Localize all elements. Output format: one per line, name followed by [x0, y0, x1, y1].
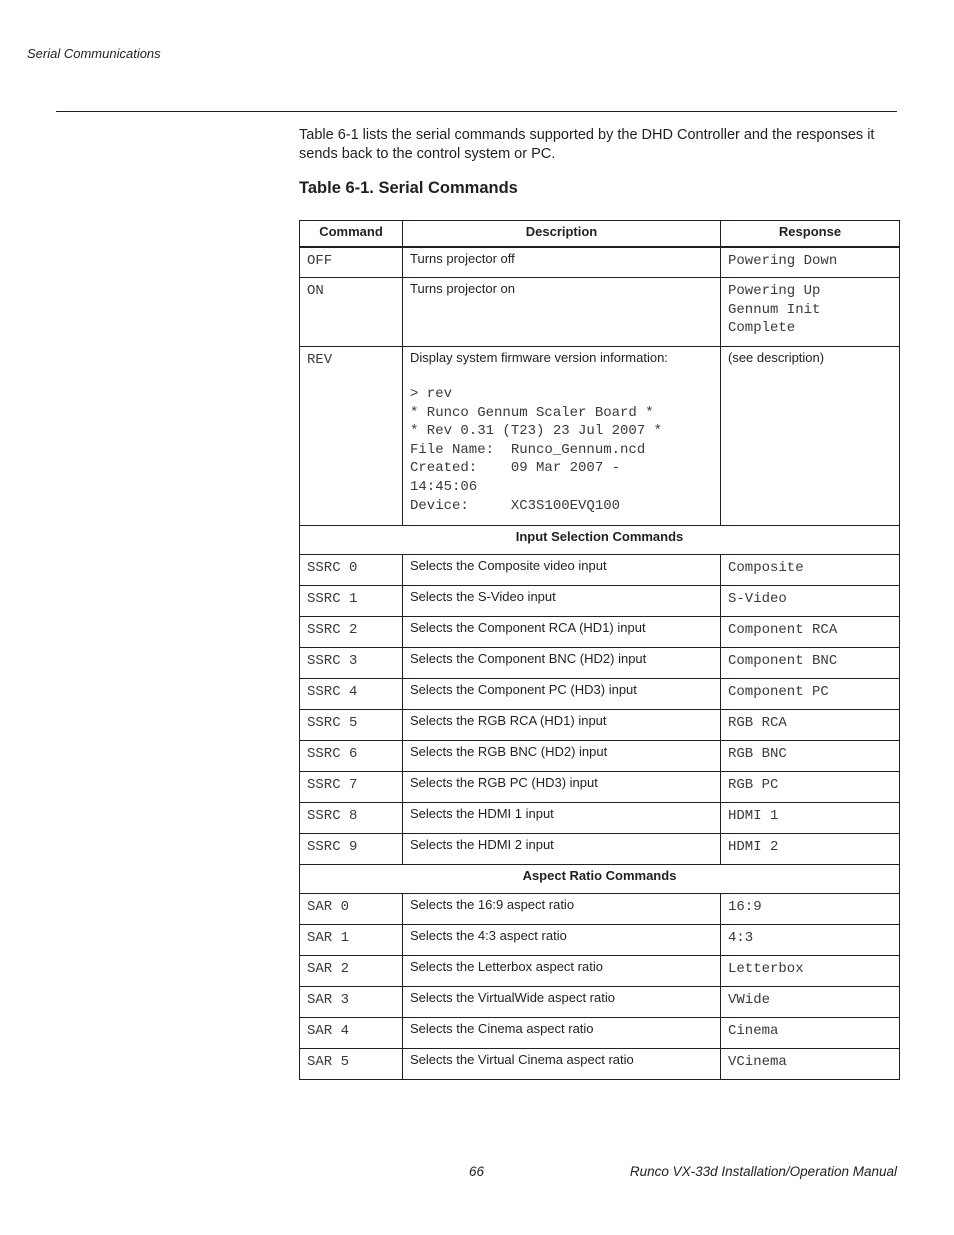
table-row [300, 278, 900, 347]
description-cell: Selects the Letterbox aspect ratio [403, 956, 721, 987]
command-cell: SSRC 7 [300, 772, 403, 803]
response-cell: 4:3 [721, 925, 900, 956]
header-rule [56, 111, 897, 112]
response-cell: Cinema [721, 1018, 900, 1049]
description-cell: Selects the Virtual Cinema aspect ratio [403, 1049, 721, 1080]
serial-commands-table [299, 220, 900, 1080]
command-cell: SAR 3 [300, 987, 403, 1018]
command-cell: SSRC 6 [300, 741, 403, 772]
command-cell: SSRC 2 [300, 617, 403, 648]
command-cell: ON [300, 278, 403, 347]
table-row [300, 679, 900, 710]
response-cell: Component PC [721, 679, 900, 710]
response-cell: Component RCA [721, 617, 900, 648]
aspect-ratio-rows [300, 894, 900, 1080]
manual-title: Runco VX-33d Installation/Operation Manual [629, 1164, 897, 1179]
response-cell: RGB PC [721, 772, 900, 803]
command-cell: SSRC 9 [300, 834, 403, 865]
table-row [300, 925, 900, 956]
response-cell: VWide [721, 987, 900, 1018]
description-cell: Selects the RGB PC (HD3) input [403, 772, 721, 803]
description-cell: Selects the Component PC (HD3) input [403, 679, 721, 710]
command-cell: SSRC 0 [300, 555, 403, 586]
command-cell: SAR 5 [300, 1049, 403, 1080]
column-header-command: Command [300, 221, 403, 247]
table-row [300, 894, 900, 925]
description-cell: Turns projector on [403, 278, 721, 347]
response-cell: HDMI 1 [721, 803, 900, 834]
description-cell: Selects the Composite video input [403, 555, 721, 586]
command-cell: SAR 2 [300, 956, 403, 987]
description-cell: Selects the HDMI 1 input [403, 803, 721, 834]
description-cell: Selects the HDMI 2 input [403, 834, 721, 865]
section-row-input [300, 526, 900, 555]
section-heading: Input Selection Commands [300, 526, 900, 555]
command-cell: SAR 1 [300, 925, 403, 956]
command-cell: SSRC 8 [300, 803, 403, 834]
response-cell: RGB BNC [721, 741, 900, 772]
command-cell: SSRC 3 [300, 648, 403, 679]
command-cell: REV [300, 347, 403, 526]
response-cell: Powering Down [721, 247, 900, 278]
description-cell: Selects the 16:9 aspect ratio [403, 894, 721, 925]
table-row [300, 710, 900, 741]
command-cell: SSRC 5 [300, 710, 403, 741]
command-cell: OFF [300, 247, 403, 278]
table-row [300, 555, 900, 586]
description-cell [403, 347, 721, 526]
response-cell: HDMI 2 [721, 834, 900, 865]
description-cell: Selects the RGB BNC (HD2) input [403, 741, 721, 772]
description-cell: Selects the S-Video input [403, 586, 721, 617]
table-row [300, 803, 900, 834]
description-cell: Selects the RGB RCA (HD1) input [403, 710, 721, 741]
response-cell: Letterbox [721, 956, 900, 987]
description-cell: Selects the Component BNC (HD2) input [403, 648, 721, 679]
table-row [300, 956, 900, 987]
table-row-rev [300, 347, 900, 526]
page-number: 66 [469, 1164, 485, 1179]
response-cell: Powering Up Gennum Init Complete [721, 278, 900, 347]
section-row-aspect [300, 865, 900, 894]
column-header-response: Response [721, 221, 900, 247]
table-row [300, 987, 900, 1018]
description-cell: Turns projector off [403, 247, 721, 278]
response-cell: VCinema [721, 1049, 900, 1080]
table-title: Table 6-1. Serial Commands [299, 179, 518, 197]
response-cell: RGB RCA [721, 710, 900, 741]
table-header-row [300, 221, 900, 247]
rev-description-text: Display system firmware version information: [410, 350, 668, 365]
description-cell: Selects the VirtualWide aspect ratio [403, 987, 721, 1018]
response-cell: Composite [721, 555, 900, 586]
intro-paragraph: Table 6-1 lists the serial commands supported by the DHD Controller and the responses it sends back to the control system or PC. [299, 127, 875, 162]
command-cell: SSRC 1 [300, 586, 403, 617]
table-row [300, 1049, 900, 1080]
rev-code-sample: > rev * Runco Gennum Scaler Board * * Rev 0.31 (T23) 23 Jul 2007 * File Name: Runco_Gennum.ncd Created: 09 Mar 2007 - 14:45:06 Device: XC3S100EVQ100 [410, 386, 663, 514]
table-row [300, 617, 900, 648]
input-selection-rows [300, 555, 900, 865]
command-cell: SAR 0 [300, 894, 403, 925]
response-cell: S-Video [721, 586, 900, 617]
table-row [300, 741, 900, 772]
table-row [300, 834, 900, 865]
running-head: Serial Communications [27, 46, 161, 61]
command-cell: SSRC 4 [300, 679, 403, 710]
section-heading: Aspect Ratio Commands [300, 865, 900, 894]
table-row [300, 772, 900, 803]
description-cell: Selects the Component RCA (HD1) input [403, 617, 721, 648]
table-row [300, 648, 900, 679]
response-cell: 16:9 [721, 894, 900, 925]
table-row [300, 247, 900, 278]
response-cell: (see description) [721, 347, 900, 526]
table-row [300, 586, 900, 617]
response-cell: Component BNC [721, 648, 900, 679]
table-row [300, 1018, 900, 1049]
command-cell: SAR 4 [300, 1018, 403, 1049]
description-cell: Selects the 4:3 aspect ratio [403, 925, 721, 956]
column-header-description: Description [403, 221, 721, 247]
description-cell: Selects the Cinema aspect ratio [403, 1018, 721, 1049]
